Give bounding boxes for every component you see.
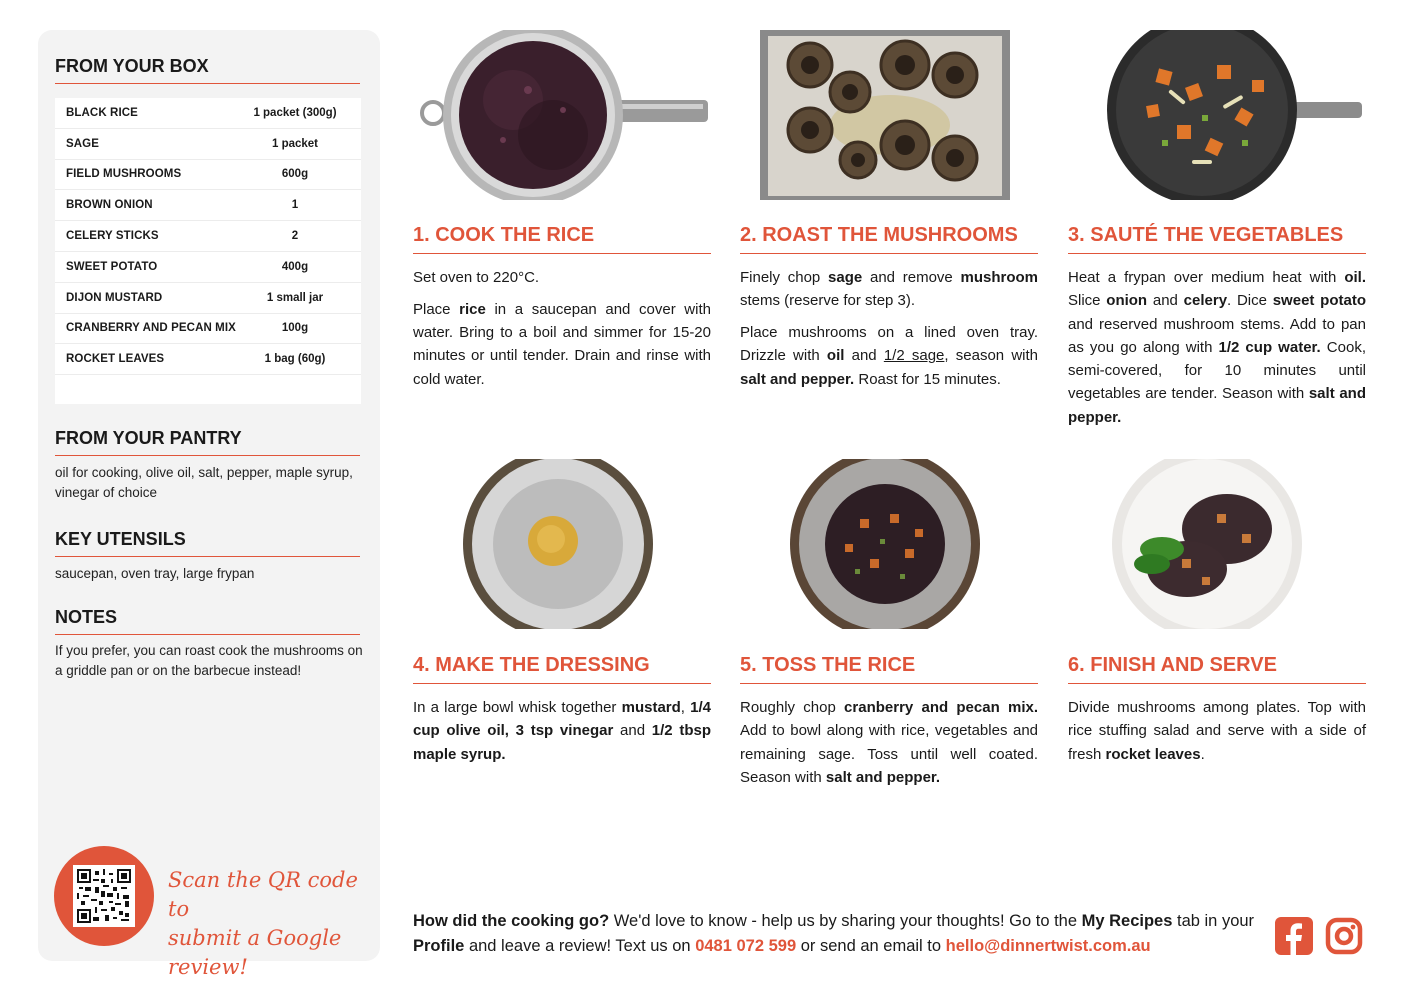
notes-text: If you prefer, you can roast cook the mushrooms on a griddle pan or on the barbecue instead! xyxy=(55,643,363,678)
ingredient-name: DIJON MUSTARD xyxy=(66,291,163,304)
utensils-text: saucepan, oven tray, large frypan xyxy=(55,566,255,581)
qr-badge xyxy=(54,846,154,946)
step-6-body xyxy=(1068,696,1366,774)
table-row xyxy=(55,129,361,160)
table-row xyxy=(55,314,361,345)
step-3-p1: Heat a frypan over medium heat with oil. Slice onion and celery. Dice sweet potato and reserved mushroom stems. Add to pan as you go along with 1/2 cup water. Cook, semi-covered, for 10 minutes until vegetables are tender. Season with salt and pepper. xyxy=(1068,269,1366,426)
ingredient-qty: 100g xyxy=(281,322,309,335)
ingredient-name: CRANBERRY AND PECAN MIX xyxy=(66,322,236,335)
ingredient-qty: 2 xyxy=(291,230,299,243)
step-2-title: 2. ROAST THE MUSHROOMS xyxy=(740,224,1038,254)
notes-title: NOTES xyxy=(55,607,360,635)
step-3-title: 3. SAUTÉ THE VEGETABLES xyxy=(1068,224,1366,254)
step-1-p1: Set oven to 220°C. xyxy=(413,269,540,286)
step-1-body xyxy=(413,266,711,399)
key-utensils-title: KEY UTENSILS xyxy=(55,529,360,557)
step-3-body xyxy=(1068,266,1366,438)
step-1-photo xyxy=(413,30,713,200)
step-4-body xyxy=(413,696,711,774)
step-2-photo xyxy=(740,30,1040,200)
sidebar xyxy=(38,30,380,979)
table-row xyxy=(55,98,361,129)
ingredient-qty: 600g xyxy=(281,168,309,181)
ingredient-qty: 1 small jar xyxy=(266,291,324,304)
step-2-p1: Finely chop sage and remove mushroom stems (reserve for step 3). xyxy=(740,269,1039,310)
step-6-title: 6. FINISH AND SERVE xyxy=(1068,654,1366,684)
ingredient-qty: 400g xyxy=(281,260,309,273)
ingredient-name: SWEET POTATO xyxy=(66,260,158,273)
ingredients-table xyxy=(55,98,361,404)
table-row xyxy=(55,190,361,221)
facebook-icon[interactable] xyxy=(1275,917,1313,955)
step-6-p1: Divide mushrooms among plates. Top with rice stuffing salad and serve with a side of fresh rocket leaves. xyxy=(1068,699,1366,763)
step-4-photo xyxy=(413,459,713,629)
step-3-photo xyxy=(1067,30,1367,200)
table-row xyxy=(55,221,361,252)
ingredient-qty: 1 packet (300g) xyxy=(253,106,337,119)
qr-caption-line2: submit a Google review! xyxy=(168,926,342,979)
step-5-p1: Roughly chop cranberry and pecan mix. Add to bowl along with rice, vegetables and remaining sage. Toss until well coated. Season with salt and pepper. xyxy=(740,699,1038,786)
instagram-icon[interactable] xyxy=(1325,917,1363,955)
qr-caption xyxy=(168,866,368,982)
ingredient-name: BROWN ONION xyxy=(66,199,153,212)
pantry-text: oil for cooking, olive oil, salt, pepper, maple syrup, vinegar of choice xyxy=(55,465,353,500)
step-2-body xyxy=(740,266,1038,399)
email-link[interactable]: hello@dinnertwist.com.au xyxy=(945,937,1151,955)
ingredient-qty: 1 packet xyxy=(271,137,319,150)
footer-review-text: How did the cooking go? We'd love to know - help us by sharing your thoughts! Go to the My Recipes tab in your Profile and leave a review! Text us on 0481 072 599 or send an email to hello@dinnertwist.com.au xyxy=(413,912,1255,955)
table-row xyxy=(55,252,361,283)
step-1-p2: Place rice in a saucepan and cover with water. Bring to a boil and simmer for 15-20 minutes or until tender. Drain and rinse with cold water. xyxy=(413,300,711,388)
step-5-body xyxy=(740,696,1038,798)
step-6-photo xyxy=(1067,459,1367,629)
table-row xyxy=(55,344,361,375)
table-row xyxy=(55,160,361,191)
ingredient-name: ROCKET LEAVES xyxy=(66,353,165,366)
step-5-photo xyxy=(740,459,1040,629)
from-your-pantry-title: FROM YOUR PANTRY xyxy=(55,428,360,456)
ingredient-name: FIELD MUSHROOMS xyxy=(66,168,182,181)
ingredient-name: SAGE xyxy=(66,137,99,150)
ingredient-qty: 1 xyxy=(291,199,299,212)
table-row xyxy=(55,283,361,314)
step-4-p1: In a large bowl whisk together mustard, 1/4 cup olive oil, 3 tsp vinegar and 1/2 tbsp maple syrup. xyxy=(413,699,711,763)
qr-caption-line1: Scan the QR code to xyxy=(168,868,358,921)
phone-link[interactable]: 0481 072 599 xyxy=(695,937,797,955)
step-4-title: 4. MAKE THE DRESSING xyxy=(413,654,711,684)
ingredient-qty: 1 bag (60g) xyxy=(264,353,326,366)
step-1-title: 1. COOK THE RICE xyxy=(413,224,711,254)
step-5-title: 5. TOSS THE RICE xyxy=(740,654,1038,684)
ingredient-name: CELERY STICKS xyxy=(66,230,159,243)
ingredient-name: BLACK RICE xyxy=(66,106,138,119)
qr-code-icon[interactable] xyxy=(73,865,135,927)
from-your-box-title: FROM YOUR BOX xyxy=(55,56,360,84)
step-2-p2: Place mushrooms on a lined oven tray. Drizzle with oil and 1/2 sage, season with salt and pepper. Roast for 15 minutes. xyxy=(740,324,1039,388)
